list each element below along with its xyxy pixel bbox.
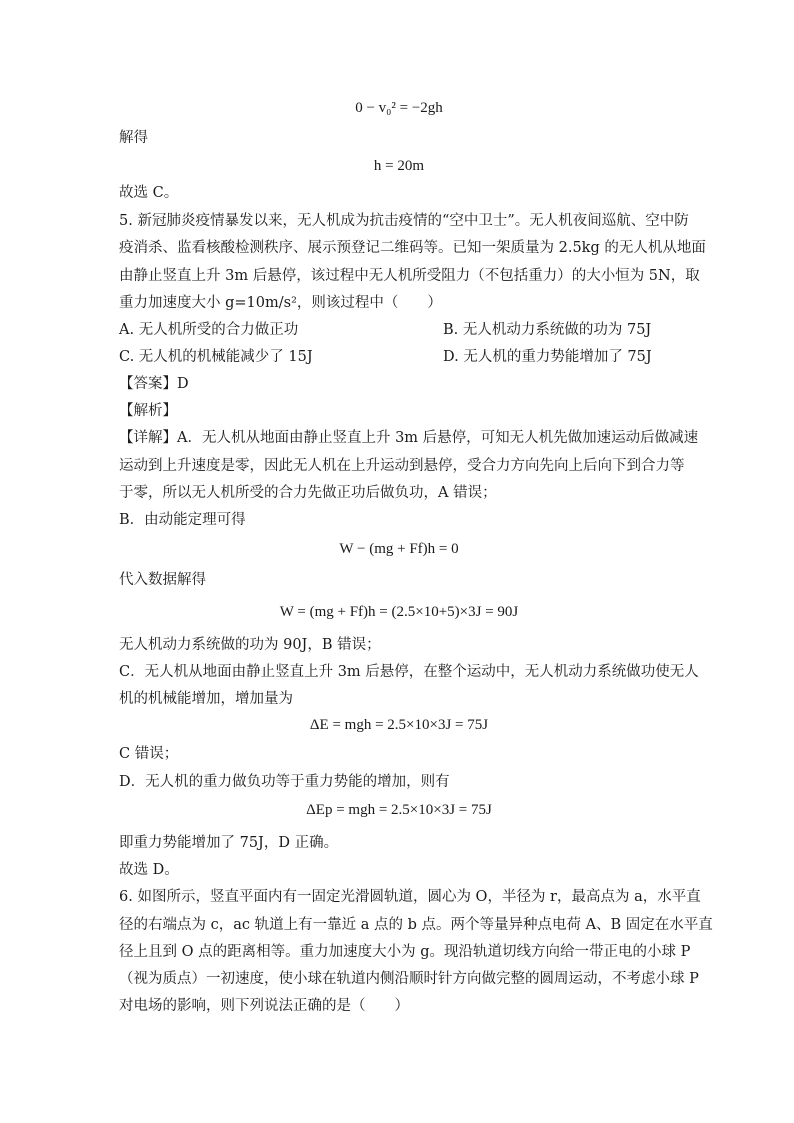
equation-work-energy: W − (mg + Ff)h = 0 xyxy=(339,541,459,557)
q6-stem-line4: （视为质点）一初速度，使小球在轨道内侧沿顺时针方向做完整的圆周运动，不考虑小球 P xyxy=(119,971,699,987)
q5-detail-line4: B．由动能定理可得 xyxy=(119,512,246,528)
q6-stem-line2: 径的右端点为 c，ac 轨道上有一靠近 a 点的 b 点。两个等量异种点电荷 A、B 固定在水平直 xyxy=(119,917,713,933)
q5-option-c: C. 无人机的机械能减少了 15J xyxy=(119,349,313,365)
q5-detail-line5: 代入数据解得 xyxy=(119,572,206,588)
q6-stem-line3: 径上且到 O 点的距离相等。重力加速度大小为 g。现沿轨道切线方向给一带正电的小球 P xyxy=(119,944,691,960)
q5-analysis-heading: 【解析】 xyxy=(119,403,177,419)
q5-detail-line12: 故选 D。 xyxy=(119,862,179,878)
q5-stem-line4: 重力加速度大小 g=10m/s²，则该过程中（ ） xyxy=(119,295,442,311)
q5-detail-line7: C．无人机从地面由静止竖直上升 3m 后悬停，在整个运动中，无人机动力系统做功使无人 xyxy=(119,664,699,680)
text-choose-c: 故选 C。 xyxy=(119,185,179,201)
equation-kinematics: 0 − v₀² = −2gh xyxy=(355,100,443,116)
equation-work-value: W = (mg + Ff)h = (2.5×10+5)×3J = 90J xyxy=(279,604,519,620)
q5-detail-line2: 运动到上升速度是零，因此无人机在上升运动到悬停，受合力方向先向上后向下到合力等 xyxy=(119,458,685,474)
q6-stem-line5: 对电场的影响，则下列说法正确的是（ ） xyxy=(119,998,409,1014)
q5-detail-line9: C 错误； xyxy=(119,746,179,762)
q5-detail-line6: 无人机动力系统做的功为 90J，B 错误； xyxy=(119,637,381,653)
q5-detail-line3: 于零，所以无人机所受的合力先做正功后做负功，A 错误； xyxy=(119,485,497,501)
q5-answer: 【答案】D xyxy=(119,376,189,392)
text-jiede: 解得 xyxy=(119,130,148,146)
equation-potential-energy: ΔEp = mgh = 2.5×10×3J = 75J xyxy=(306,802,492,818)
q5-detail-line10: D．无人机的重力做负功等于重力势能的增加，则有 xyxy=(119,774,450,790)
q5-detail-line1: 【详解】A．无人机从地面由静止竖直上升 3m 后悬停，可知无人机先做加速运动后做减速 xyxy=(119,430,699,446)
q5-stem-line2: 疫消杀、监看核酸检测秩序、展示预登记二维码等。已知一架质量为 2.5kg 的无人机从地面 xyxy=(119,240,706,256)
q5-stem-line1: 5. 新冠肺炎疫情暴发以来，无人机成为抗击疫情的“空中卫士”。无人机夜间巡航、空中防 xyxy=(119,213,689,229)
q5-option-b: B. 无人机动力系统做的功为 75J xyxy=(443,322,652,338)
equation-mechanical-energy: ΔE = mgh = 2.5×10×3J = 75J xyxy=(309,717,489,733)
q5-detail-line11: 即重力势能增加了 75J，D 正确。 xyxy=(119,835,339,851)
equation-height: h = 20m xyxy=(373,158,425,174)
q5-detail-line8: 机的机械能增加，增加量为 xyxy=(119,691,293,707)
q5-option-d: D. 无人机的重力势能增加了 75J xyxy=(443,349,652,365)
q5-option-a: A. 无人机所受的合力做正功 xyxy=(119,322,299,338)
q5-stem-line3: 由静止竖直上升 3m 后悬停，该过程中无人机所受阻力（不包括重力）的大小恒为 5N，取 xyxy=(119,268,700,284)
q6-stem-line1: 6. 如图所示，竖直平面内有一固定光滑圆轨道，圆心为 O，半径为 r，最高点为 a，水平直 xyxy=(119,889,701,905)
